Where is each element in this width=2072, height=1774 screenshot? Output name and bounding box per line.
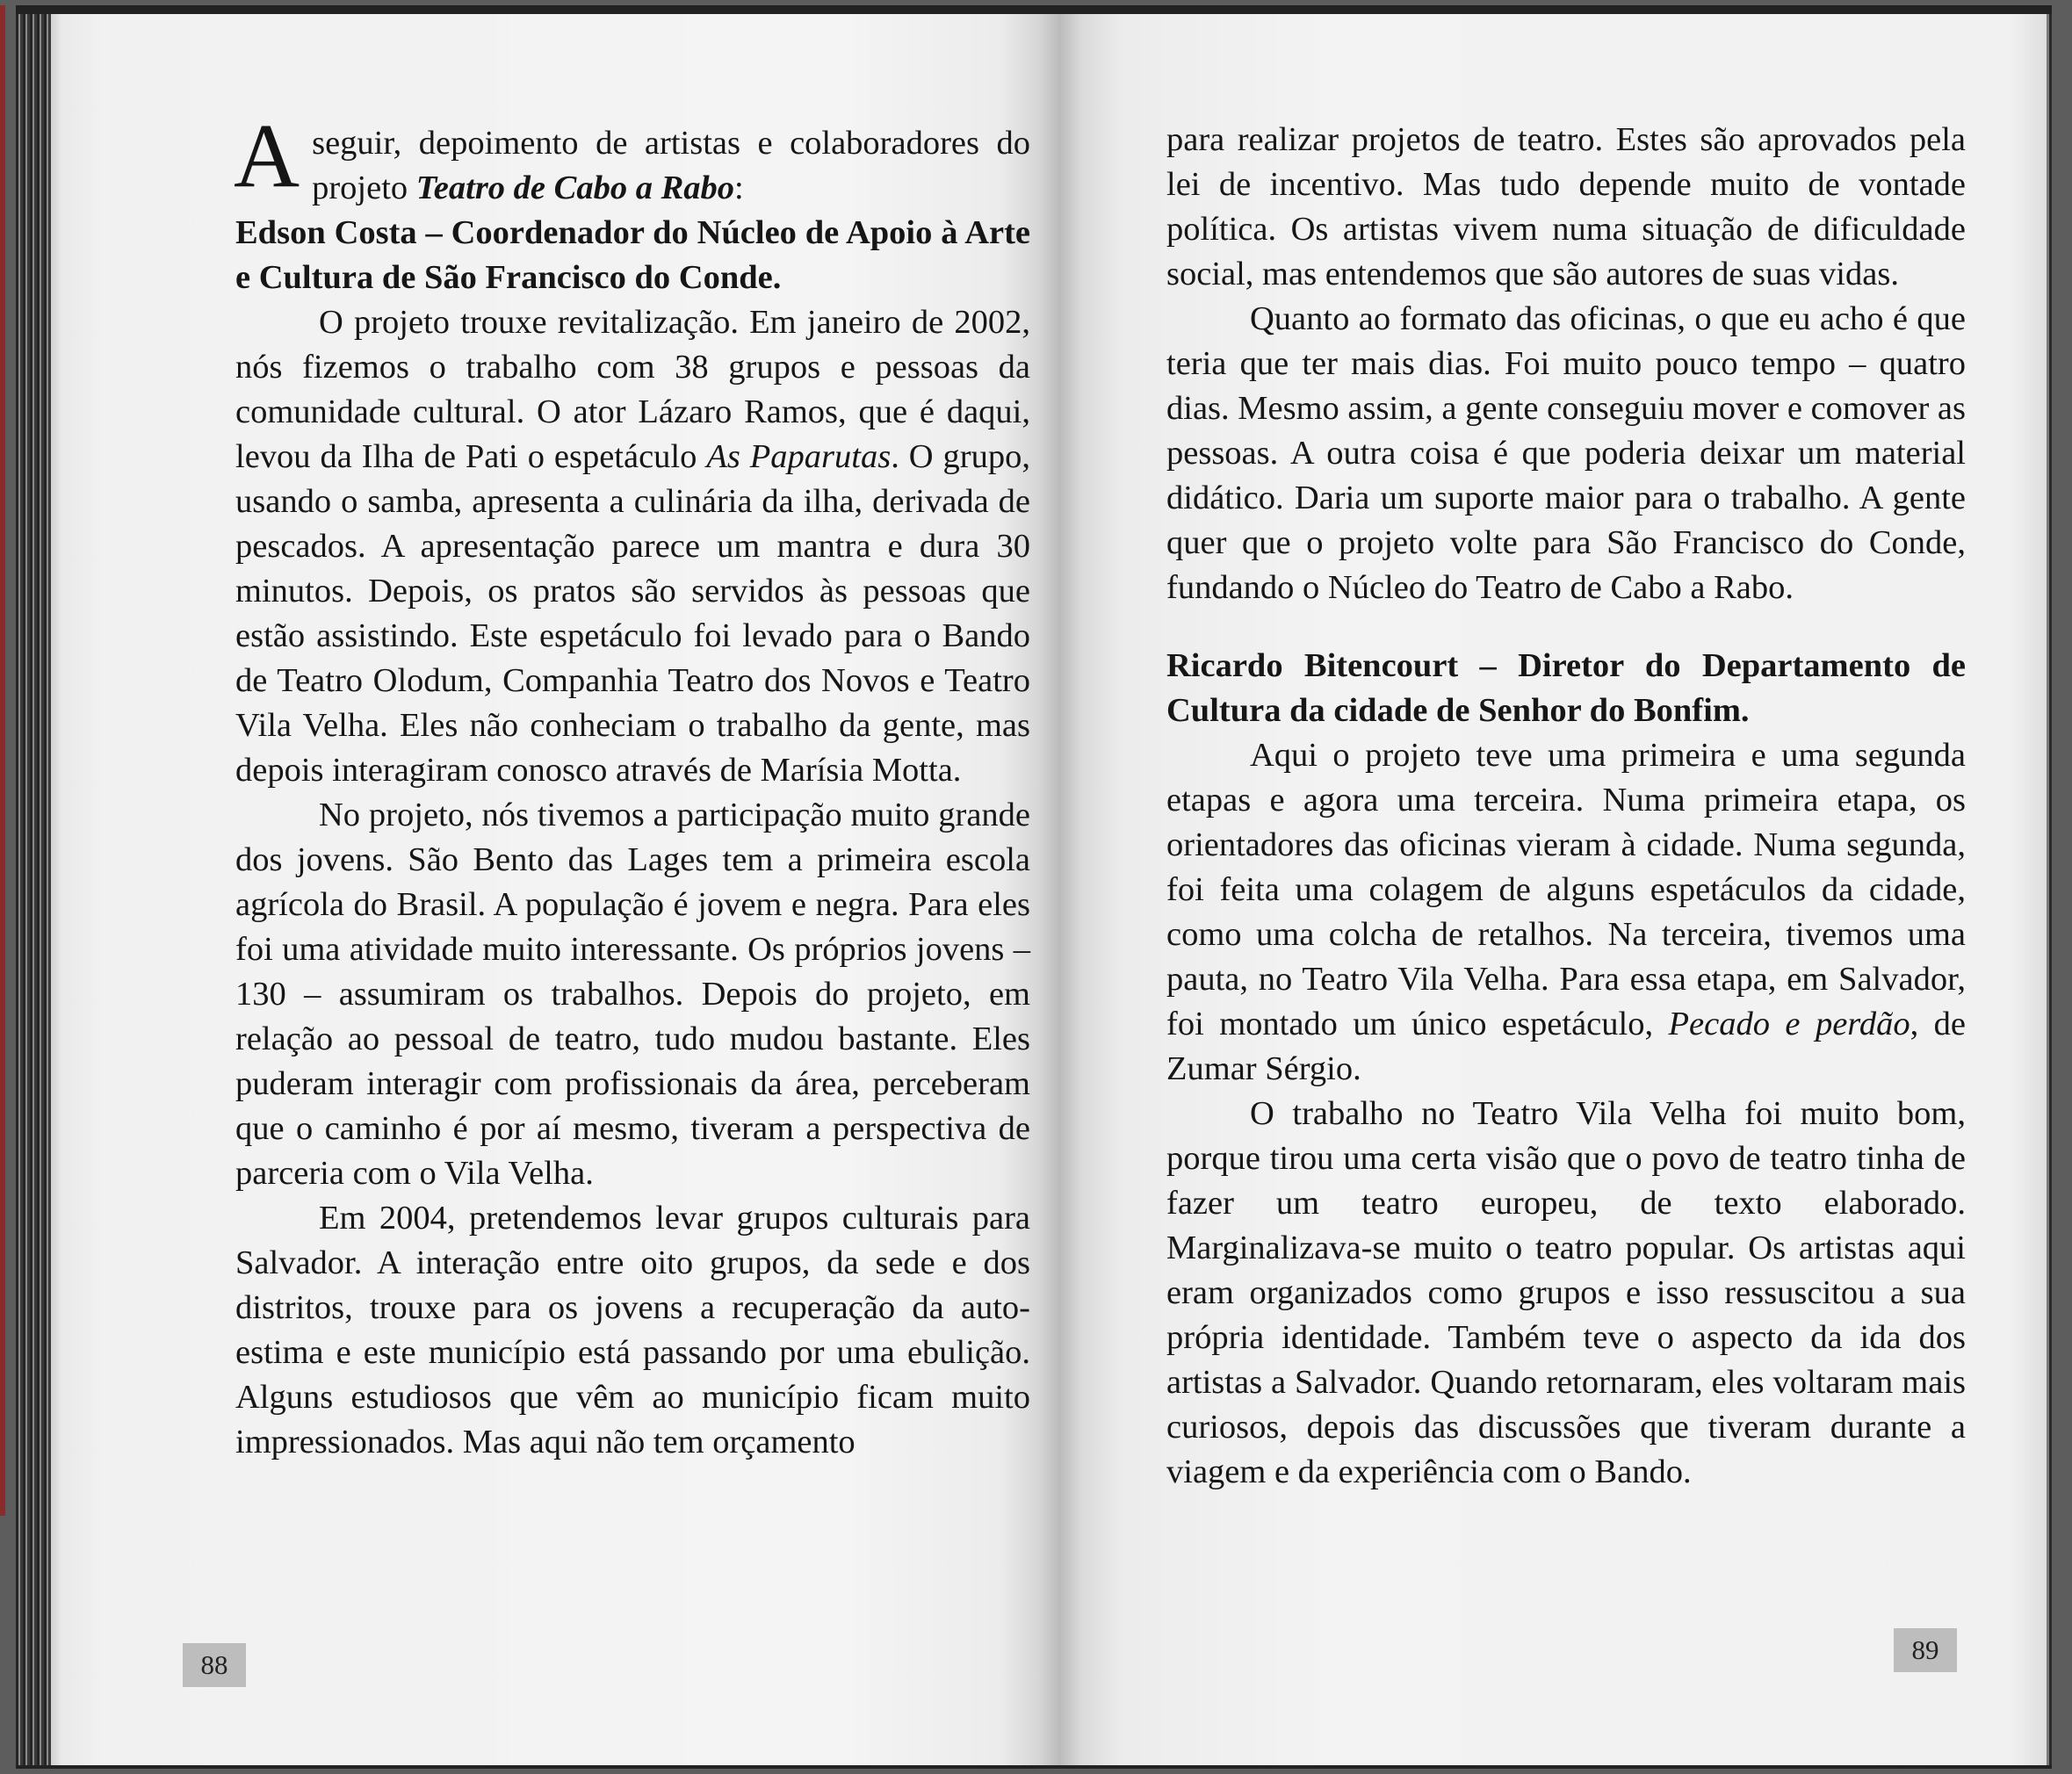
show-title: As Paparutas — [706, 438, 892, 475]
intro-paragraph — [234, 105, 1030, 211]
page-number: 89 — [1894, 1628, 1957, 1672]
paragraph-text: . O grupo, usando o samba, apresenta a culinária da ilha, derivada de pescados. A apresentação parece um mantra e dura 30 minutos. Depois, os pratos são servidos às pessoas que estão assistindo. Este espetáculo foi levado para o Bando de Teatro Olodum, Companhia Teatro dos Novos e Teatro Vila Velha. Eles não conheciam o trabalho da gente, mas depois interagiram conosco através de Marísia Motta. — [235, 438, 1031, 789]
drop-cap: A — [234, 105, 300, 206]
right-page — [1061, 14, 2047, 1765]
book-cover-edge — [0, 5, 5, 1516]
paragraph — [235, 300, 1030, 793]
paragraph: Em 2004, pretendemos levar grupos culturais para Salvador. A interação entre oito grupos, da sede e dos distritos, trouxe para os jovens a recuperação da auto-estima e este município está passando por uma ebulição. Alguns estudiosos que vêm ao município ficam muito impressionados. Mas aqui não tem orçamento — [235, 1200, 1030, 1460]
speaker-heading: Edson Costa – Coordenador do Núcleo de Apoio à Arte e Cultura de São Francisco do Conde. — [235, 214, 1030, 296]
open-book — [16, 5, 2052, 1769]
project-title: Teatro de Cabo a Rabo — [415, 169, 734, 206]
intro-end: : — [734, 169, 744, 206]
paragraph: Quanto ao formato das oficinas, o que eu acho é que teria que ter mais dias. Foi muito pouco tempo – quatro dias. Mesmo assim, a gente conseguiu mover e comover as pessoas. A outra coisa é que poderia deixar um material didático. Daria um suporte maior para o trabalho. A gente quer que o projeto volte para São Francisco do Conde, fundando o Núcleo do Teatro de Cabo a Rabo. — [1166, 300, 1966, 606]
left-page — [51, 14, 1061, 1765]
paragraph: para realizar projetos de teatro. Estes são aprovados pela lei de incentivo. Mas tudo depende muito de vontade política. Os artistas vivem numa situação de dificuldade social, mas entendemos que são autores de suas vidas. — [1166, 121, 1966, 292]
show-title: Pecado e perdão — [1668, 1006, 1910, 1042]
intro-text: seguir, depoimento de artistas e colaboradores do projeto — [312, 125, 1030, 206]
paragraph: No projeto, nós tivemos a participação muito grande dos jovens. São Bento das Lages tem a primeira escola agrícola do Brasil. A população é jovem e negra. Para eles foi uma atividade muito interessante. Os próprios jovens – 130 – assumiram os trabalhos. Depois do projeto, em relação ao pessoal de teatro, tudo mudou bastante. Eles puderam interagir com profissionais da área, perceberam que o caminho é por aí mesmo, tiveram a perspectiva de parceria com o Vila Velha. — [235, 797, 1030, 1192]
speaker-heading: Ricardo Bitencourt – Diretor do Departamento de Cultura da cidade de Senhor do Bonfim. — [1166, 647, 1966, 729]
right-page-text — [1166, 118, 1966, 1495]
paragraph-text: , de Zumar Sérgio. — [1166, 1006, 1966, 1087]
left-page-text — [234, 105, 1031, 1465]
page-number: 88 — [183, 1643, 246, 1687]
paragraph-text: Aqui o projeto teve uma primeira e uma segunda etapas e agora uma terceira. Numa primeira etapa, os orientadores das oficinas vieram à cidade. Numa segunda, foi feita uma colagem de alguns espetáculos da cidade, como uma colcha de retalhos. Na terceira, tivemos uma pauta, no Teatro Vila Velha. Para essa etapa, em Salvador, foi montado um único espetáculo, — [1166, 737, 1966, 1042]
paragraph-text: O projeto trouxe revitalização. Em janeiro de 2002, nós fizemos o trabalho com 38 grupos e pessoas da comunidade cultural. O ator Lázaro Ramos, que é daqui, levou da Ilha de Pati o espetáculo — [235, 304, 1030, 475]
paragraph — [1166, 733, 1966, 1092]
spacer — [1166, 610, 1966, 644]
paragraph: O trabalho no Teatro Vila Velha foi muito bom, porque tirou uma certa visão que o povo de teatro tinha de fazer um teatro europeu, de texto elaborado. Marginalizava-se muito o teatro popular. Os artistas aqui eram organizados como grupos e isso ressuscitou a sua própria identidade. Também teve o aspecto da ida dos artistas a Salvador. Quando retornaram, eles voltaram mais curiosos, depois das discussões que tiveram durante a viagem e da experiência com o Bando. — [1166, 1095, 1966, 1490]
page-stack-left — [16, 14, 51, 1765]
